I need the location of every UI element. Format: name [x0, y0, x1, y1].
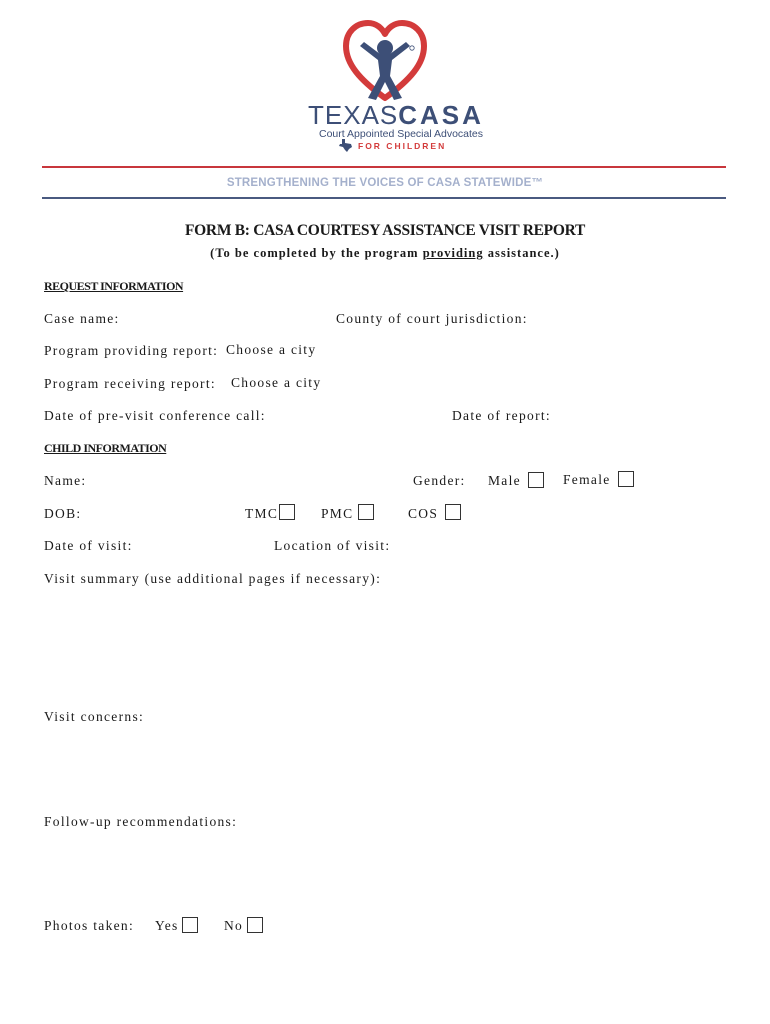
brand-subtitle: Court Appointed Special Advocates	[319, 128, 484, 140]
tagline: STRENGTHENING THE VOICES OF CASA STATEWIDE™	[226, 177, 544, 189]
brand-wordmark: TEXASCASA	[308, 100, 484, 130]
cos-checkbox[interactable]	[445, 504, 461, 520]
header-rule-blue	[42, 197, 726, 199]
texas-casa-logo-icon	[340, 18, 430, 103]
follow-up-label: Follow-up recommendations:	[44, 814, 238, 829]
photos-yes-label: Yes	[155, 918, 179, 933]
child-information-heading: CHILD INFORMATION	[44, 441, 167, 455]
pmc-checkbox[interactable]	[358, 504, 374, 520]
visit-summary-label: Visit summary (use additional pages if necessary):	[44, 571, 382, 586]
county-label: County of court jurisdiction:	[336, 311, 528, 326]
female-label: Female	[563, 472, 611, 487]
photos-no-checkbox[interactable]	[247, 917, 263, 933]
male-label: Male	[488, 473, 521, 488]
program-providing-label: Program providing report:	[44, 343, 219, 358]
child-name-label: Name:	[44, 473, 87, 488]
program-receiving-label: Program receiving report:	[44, 376, 216, 391]
report-date-label: Date of report:	[452, 408, 551, 423]
dob-label: DOB:	[44, 506, 82, 521]
program-providing-select[interactable]: Choose a city	[226, 342, 317, 357]
visit-location-label: Location of visit:	[274, 538, 391, 553]
texas-map-icon	[339, 139, 353, 152]
case-name-label: Case name:	[44, 311, 120, 326]
photos-yes-checkbox[interactable]	[182, 917, 198, 933]
form-title: FORM B: CASA COURTESY ASSISTANCE VISIT REPORT	[185, 222, 585, 239]
visit-concerns-label: Visit concerns:	[44, 709, 145, 724]
brand-for-children: FOR CHILDREN	[358, 141, 447, 151]
form-subtitle: (To be completed by the program providing assistance.)	[210, 246, 560, 260]
program-receiving-select[interactable]: Choose a city	[231, 375, 322, 390]
pmc-label: PMC	[321, 506, 354, 521]
cos-label: COS	[408, 506, 439, 521]
tmc-checkbox[interactable]	[279, 504, 295, 520]
tmc-label: TMC	[245, 506, 279, 521]
request-information-heading: REQUEST INFORMATION	[44, 279, 184, 293]
conference-date-label: Date of pre-visit conference call:	[44, 408, 266, 423]
female-checkbox[interactable]	[618, 471, 634, 487]
header-rule-red	[42, 166, 726, 168]
visit-date-label: Date of visit:	[44, 538, 133, 553]
gender-label: Gender:	[413, 473, 466, 488]
photos-no-label: No	[224, 918, 244, 933]
photos-taken-label: Photos taken:	[44, 918, 135, 933]
male-checkbox[interactable]	[528, 472, 544, 488]
